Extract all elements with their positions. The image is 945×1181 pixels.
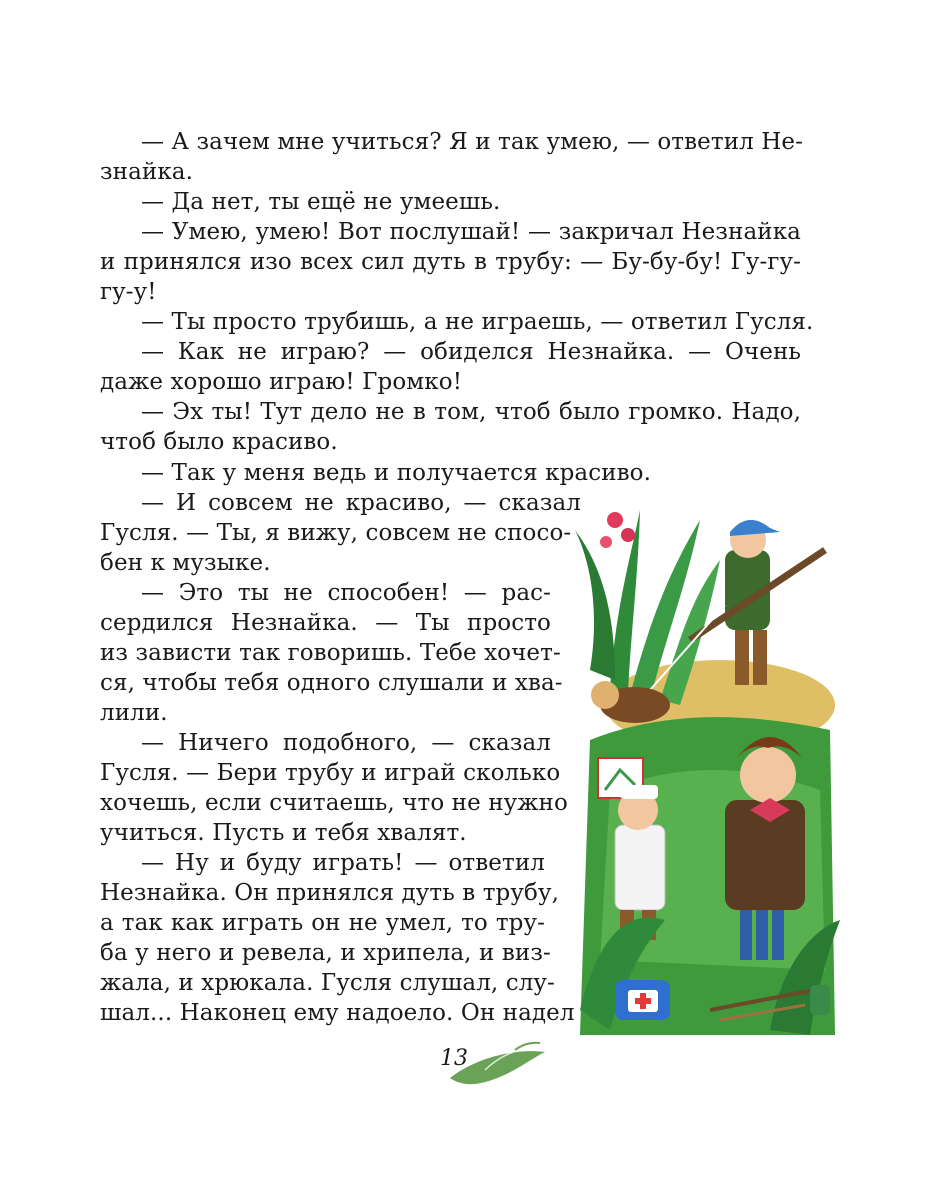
text-line: из зависти так говоришь. Тебе хочет- xyxy=(100,640,561,666)
text-line: даже хорошо играю! Громко! xyxy=(100,369,463,395)
text-line: — Ты просто трубишь, а не играешь, — ответил Гусля. xyxy=(141,309,814,335)
text-line: бен к музыке. xyxy=(100,550,271,576)
text-line: ба у него и ревела, и хрипела, и виз- xyxy=(100,940,551,966)
text-line: — Ну и буду играть! — ответил xyxy=(141,850,545,876)
text-line: Гусля. — Бери трубу и играй сколько xyxy=(100,760,561,786)
text-line: ся, чтобы тебя одного слушали и хва- xyxy=(100,670,563,696)
text-line: — Как не играю? — обиделся Незнайка. — Очень xyxy=(141,339,801,365)
text-line: — Ничего подобного, — сказал xyxy=(141,730,551,756)
text-line: знайка. xyxy=(100,159,194,185)
text-line: — Эх ты! Тут дело не в том, чтоб было громко. Надо, xyxy=(141,399,801,425)
text-line: хочешь, если считаешь, что не нужно xyxy=(100,790,568,816)
text-line: — И совсем не красиво, — сказал xyxy=(141,490,581,516)
text-line: гу-у! xyxy=(100,279,157,305)
text-line: — Да нет, ты ещё не умеешь. xyxy=(141,189,501,215)
text-line: жала, и хрюкала. Гусля слушал, слу- xyxy=(100,970,555,996)
text-line: — Умею, умею! Вот послушай! — закричал Незнайка xyxy=(141,219,801,245)
text-line: учиться. Пусть и тебя хвалят. xyxy=(100,820,467,846)
text-line: а так как играть он не умел, то тру- xyxy=(100,910,545,936)
text-line: сердился Незнайка. — Ты просто xyxy=(100,610,551,636)
text-line: — А зачем мне учиться? Я и так умею, — ответил Не- xyxy=(141,129,803,155)
text-line: шал... Наконец ему надоело. Он надел xyxy=(100,1000,575,1026)
page-number: 13 xyxy=(440,1046,468,1071)
text-line: Гусля. — Ты, я вижу, совсем не спосо- xyxy=(100,520,572,546)
text-line: Незнайка. Он принялся дуть в трубу, xyxy=(100,880,560,906)
text-line: — Так у меня ведь и получается красиво. xyxy=(141,460,652,486)
text-line: — Это ты не способен! — рас- xyxy=(141,580,551,606)
text-line: и принялся изо всех сил дуть в трубу: — Бу-бу-бу! Гу-гу- xyxy=(100,249,801,275)
text-line: чтоб было красиво. xyxy=(100,429,338,455)
children-in-meadow-illustration xyxy=(570,490,845,1035)
text-line: лили. xyxy=(100,700,168,726)
